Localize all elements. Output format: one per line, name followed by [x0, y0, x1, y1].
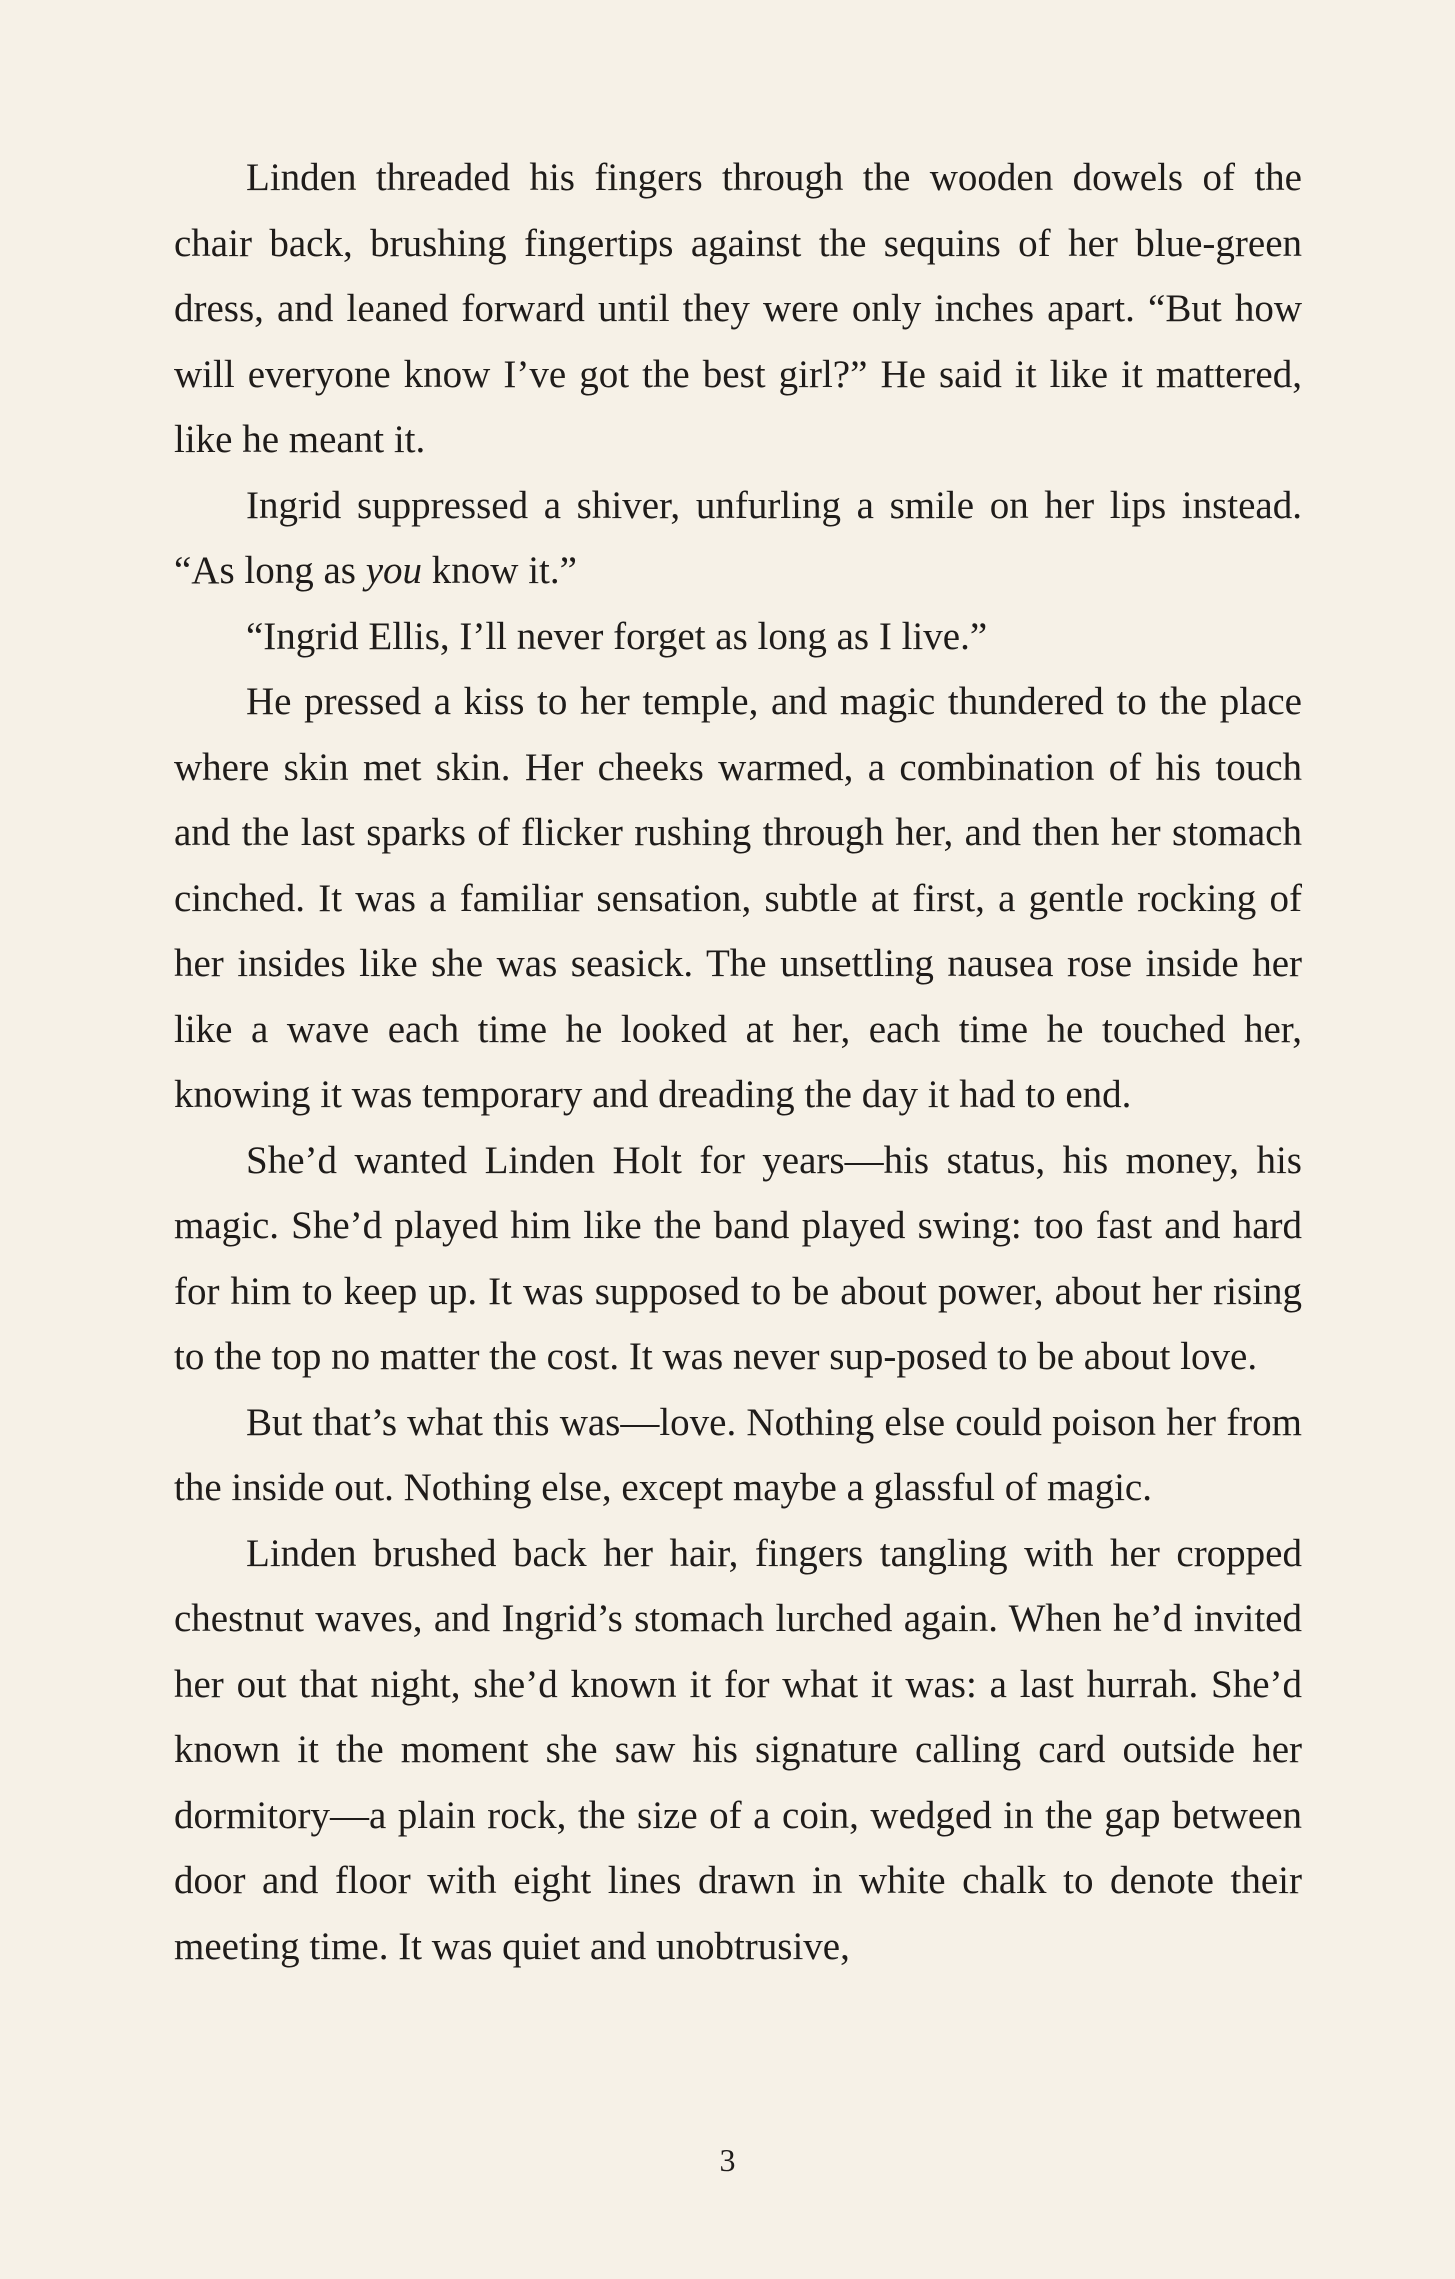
paragraph: She’d wanted Linden Holt for years—his status, his money, his magic. She’d played him like the band played swing: too fast and hard for him to keep up. It was supposed to be about power, about her rising to the top no matter the cost. It was never sup-posed to be about love.	[174, 1138, 1302, 1378]
body-text	[174, 145, 1302, 1979]
paragraph: But that’s what this was—love. Nothing else could poison her from the inside out. Nothing else, except maybe a glassful of magic.	[174, 1400, 1302, 1509]
text-span: know it.”	[422, 549, 577, 592]
paragraph: Linden brushed back her hair, fingers tangling with her cropped chestnut waves, and Ingrid’s stomach lurched again. When he’d invited her out that night, she’d known it for what it was: a last hurrah. She’d known it the moment she saw his signature calling card outside her dormitory—a plain rock, the size of a coin, wedged in the gap between door and floor with eight lines drawn in white chalk to denote their meeting time. It was quiet and unobtrusive,	[174, 1531, 1302, 1968]
paragraph: Linden threaded his fingers through the wooden dowels of the chair back, brushing fingertips against the sequins of her blue-green dress, and leaned forward until they were only inches apart. “But how will everyone know I’ve got the best girl?” He said it like it mattered, like he meant it.	[174, 156, 1302, 461]
paragraph: He pressed a kiss to her temple, and magic thundered to the place where skin met skin. Her cheeks warmed, a combination of his touch and the last sparks of flicker rushing through her, and then her stomach cinched. It was a familiar sensation, subtle at first, a gentle rocking of her insides like she was seasick. The unsettling nausea rose inside her like a wave each time he looked at her, each time he touched her, knowing it was temporary and dreading the day it had to end.	[174, 680, 1302, 1116]
page-number: 3	[719, 2142, 736, 2178]
emphasis-text: you	[365, 549, 423, 592]
text-span: Ingrid suppressed a shiver, unfurling a smile on her lips instead. “As long as	[174, 483, 1302, 592]
paragraph	[174, 473, 1302, 604]
paragraph: “Ingrid Ellis, I’ll never forget as long as I live.”	[246, 614, 988, 658]
